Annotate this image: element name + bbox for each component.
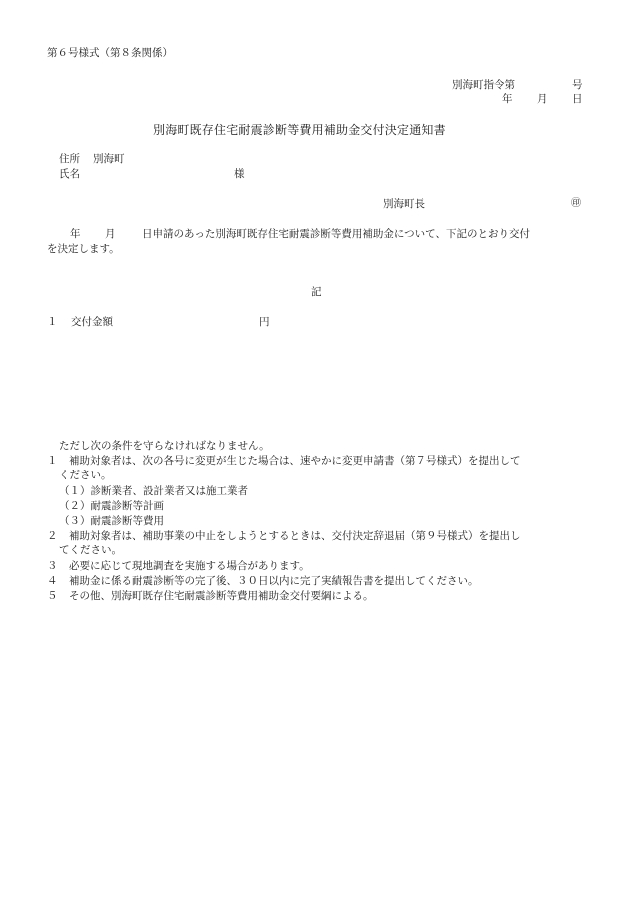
form-label: 第６号様式（第８条関係） [47,47,173,59]
body-text-line1: 日申請のあった別海町既存住宅耐震診断等費用補助金について、下記のとおり交付 [142,228,530,240]
body-month: 月 [105,228,116,240]
condition-1-sub-3: （３）耐震診断等費用 [59,515,164,527]
condition-2-line1: 補助対象者は、補助事業の中止をしようとするときは、交付決定辞退届（第９号様式）を提出し [69,530,521,542]
condition-3-line1: 必要に応じて現地調査を実施する場合があります。 [69,560,310,572]
date-month: 月 [537,93,548,105]
conditions-intro: ただし次の条件を守らなければなりません。 [59,440,270,452]
condition-2-number: ２ [47,530,58,542]
condition-5-number: ５ [47,590,58,602]
document-title: 別海町既存住宅耐震診断等費用補助金交付決定通知書 [153,123,446,137]
condition-1-line1: 補助対象者は、次の各号に変更が生じた場合は、速やかに変更申請書（第７号様式）を提出して [69,455,521,467]
date-year: 年 [502,93,513,105]
address-value: 別海町 [93,153,125,165]
issuer-name: 別海町長 [383,198,425,210]
body-year: 年 [70,228,81,240]
body-text-line2: を決定します。 [47,243,120,255]
honorific: 様 [234,168,245,180]
date-day: 日 [572,93,583,105]
condition-4-number: ４ [47,575,58,587]
condition-4-line1: 補助金に係る耐震診断等の完了後、３０日以内に完了実績報告書を提出してください。 [69,575,479,587]
condition-5-line1: その他、別海町既存住宅耐震診断等費用補助金交付要綱による。 [69,590,374,602]
ki-heading: 記 [311,286,322,298]
condition-1-line2: ください。 [59,469,112,481]
grant-label: 交付金額 [71,316,113,328]
address-label: 住所 [59,153,80,165]
grant-number: １ [47,316,58,328]
seal-mark: ㊞ [571,198,581,209]
condition-3-number: ３ [47,560,58,572]
condition-2-line2: てください。 [59,544,122,556]
condition-1-sub-1: （１）診断業者、設計業者又は施工業者 [59,485,248,497]
doc-number-prefix: 別海町指令第 [452,79,515,91]
name-label: 氏名 [59,168,80,180]
grant-unit: 円 [259,316,270,328]
doc-number-suffix: 号 [572,79,583,91]
condition-1-sub-2: （２）耐震診断等計画 [59,500,164,512]
condition-1-number: １ [47,455,58,467]
